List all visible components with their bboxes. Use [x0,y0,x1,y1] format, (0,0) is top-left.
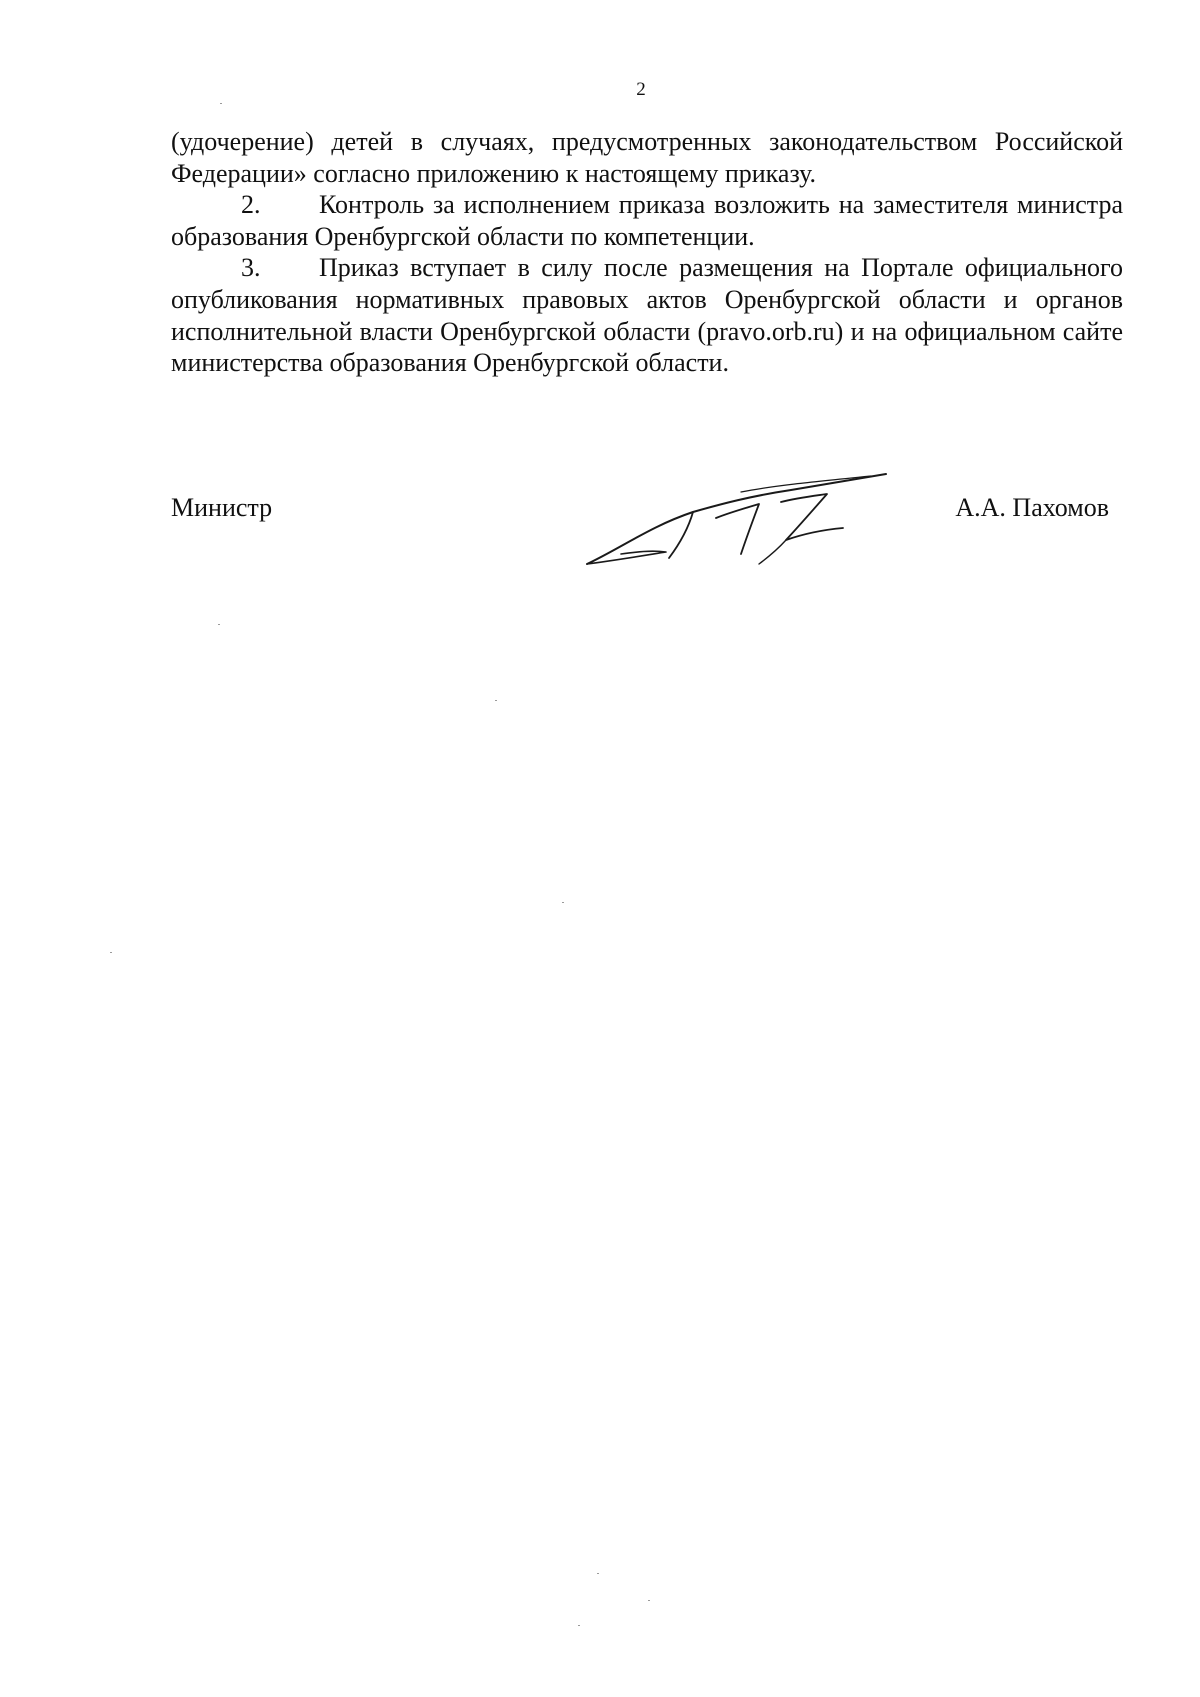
scan-speck [218,624,220,625]
paragraph-text: (удочерение) детей в случаях, предусмотренных законодательством Российской Федерации» согласно приложению к настоящему приказу. [171,127,1123,188]
scan-speck [597,1573,599,1574]
scan-speck [578,1625,580,1626]
signatory-title: Министр [171,493,273,522]
scan-speck [648,1600,650,1601]
paragraph-item-2 [171,189,1123,252]
scan-speck [110,952,112,953]
handwritten-signature-icon [581,468,891,568]
document-body [171,126,1123,379]
paragraph-text: Контроль за исполнением приказа возложить на заместителя министра образования Оренбургской области по компетенции. [171,190,1123,251]
paragraph-continuation [171,126,1123,189]
paragraph-item-3 [171,252,1123,378]
signatory-name: А.А. Пахомов [955,493,1109,522]
paragraph-text: Приказ вступает в силу после размещения на Портале официального опубликования нормативных правовых актов Оренбургской области и органов исполнительной власти Оренбургской области (pravo.orb.ru) и на официальном сайте министерства образования Оренбургской области. [171,253,1123,378]
paragraph-number: 3. [241,253,261,283]
page-number: 2 [636,79,646,100]
scan-speck [495,700,497,701]
paragraph-number: 2. [241,190,261,220]
signature-block [171,484,1123,564]
scan-speck [220,103,222,104]
scan-speck [562,902,564,903]
